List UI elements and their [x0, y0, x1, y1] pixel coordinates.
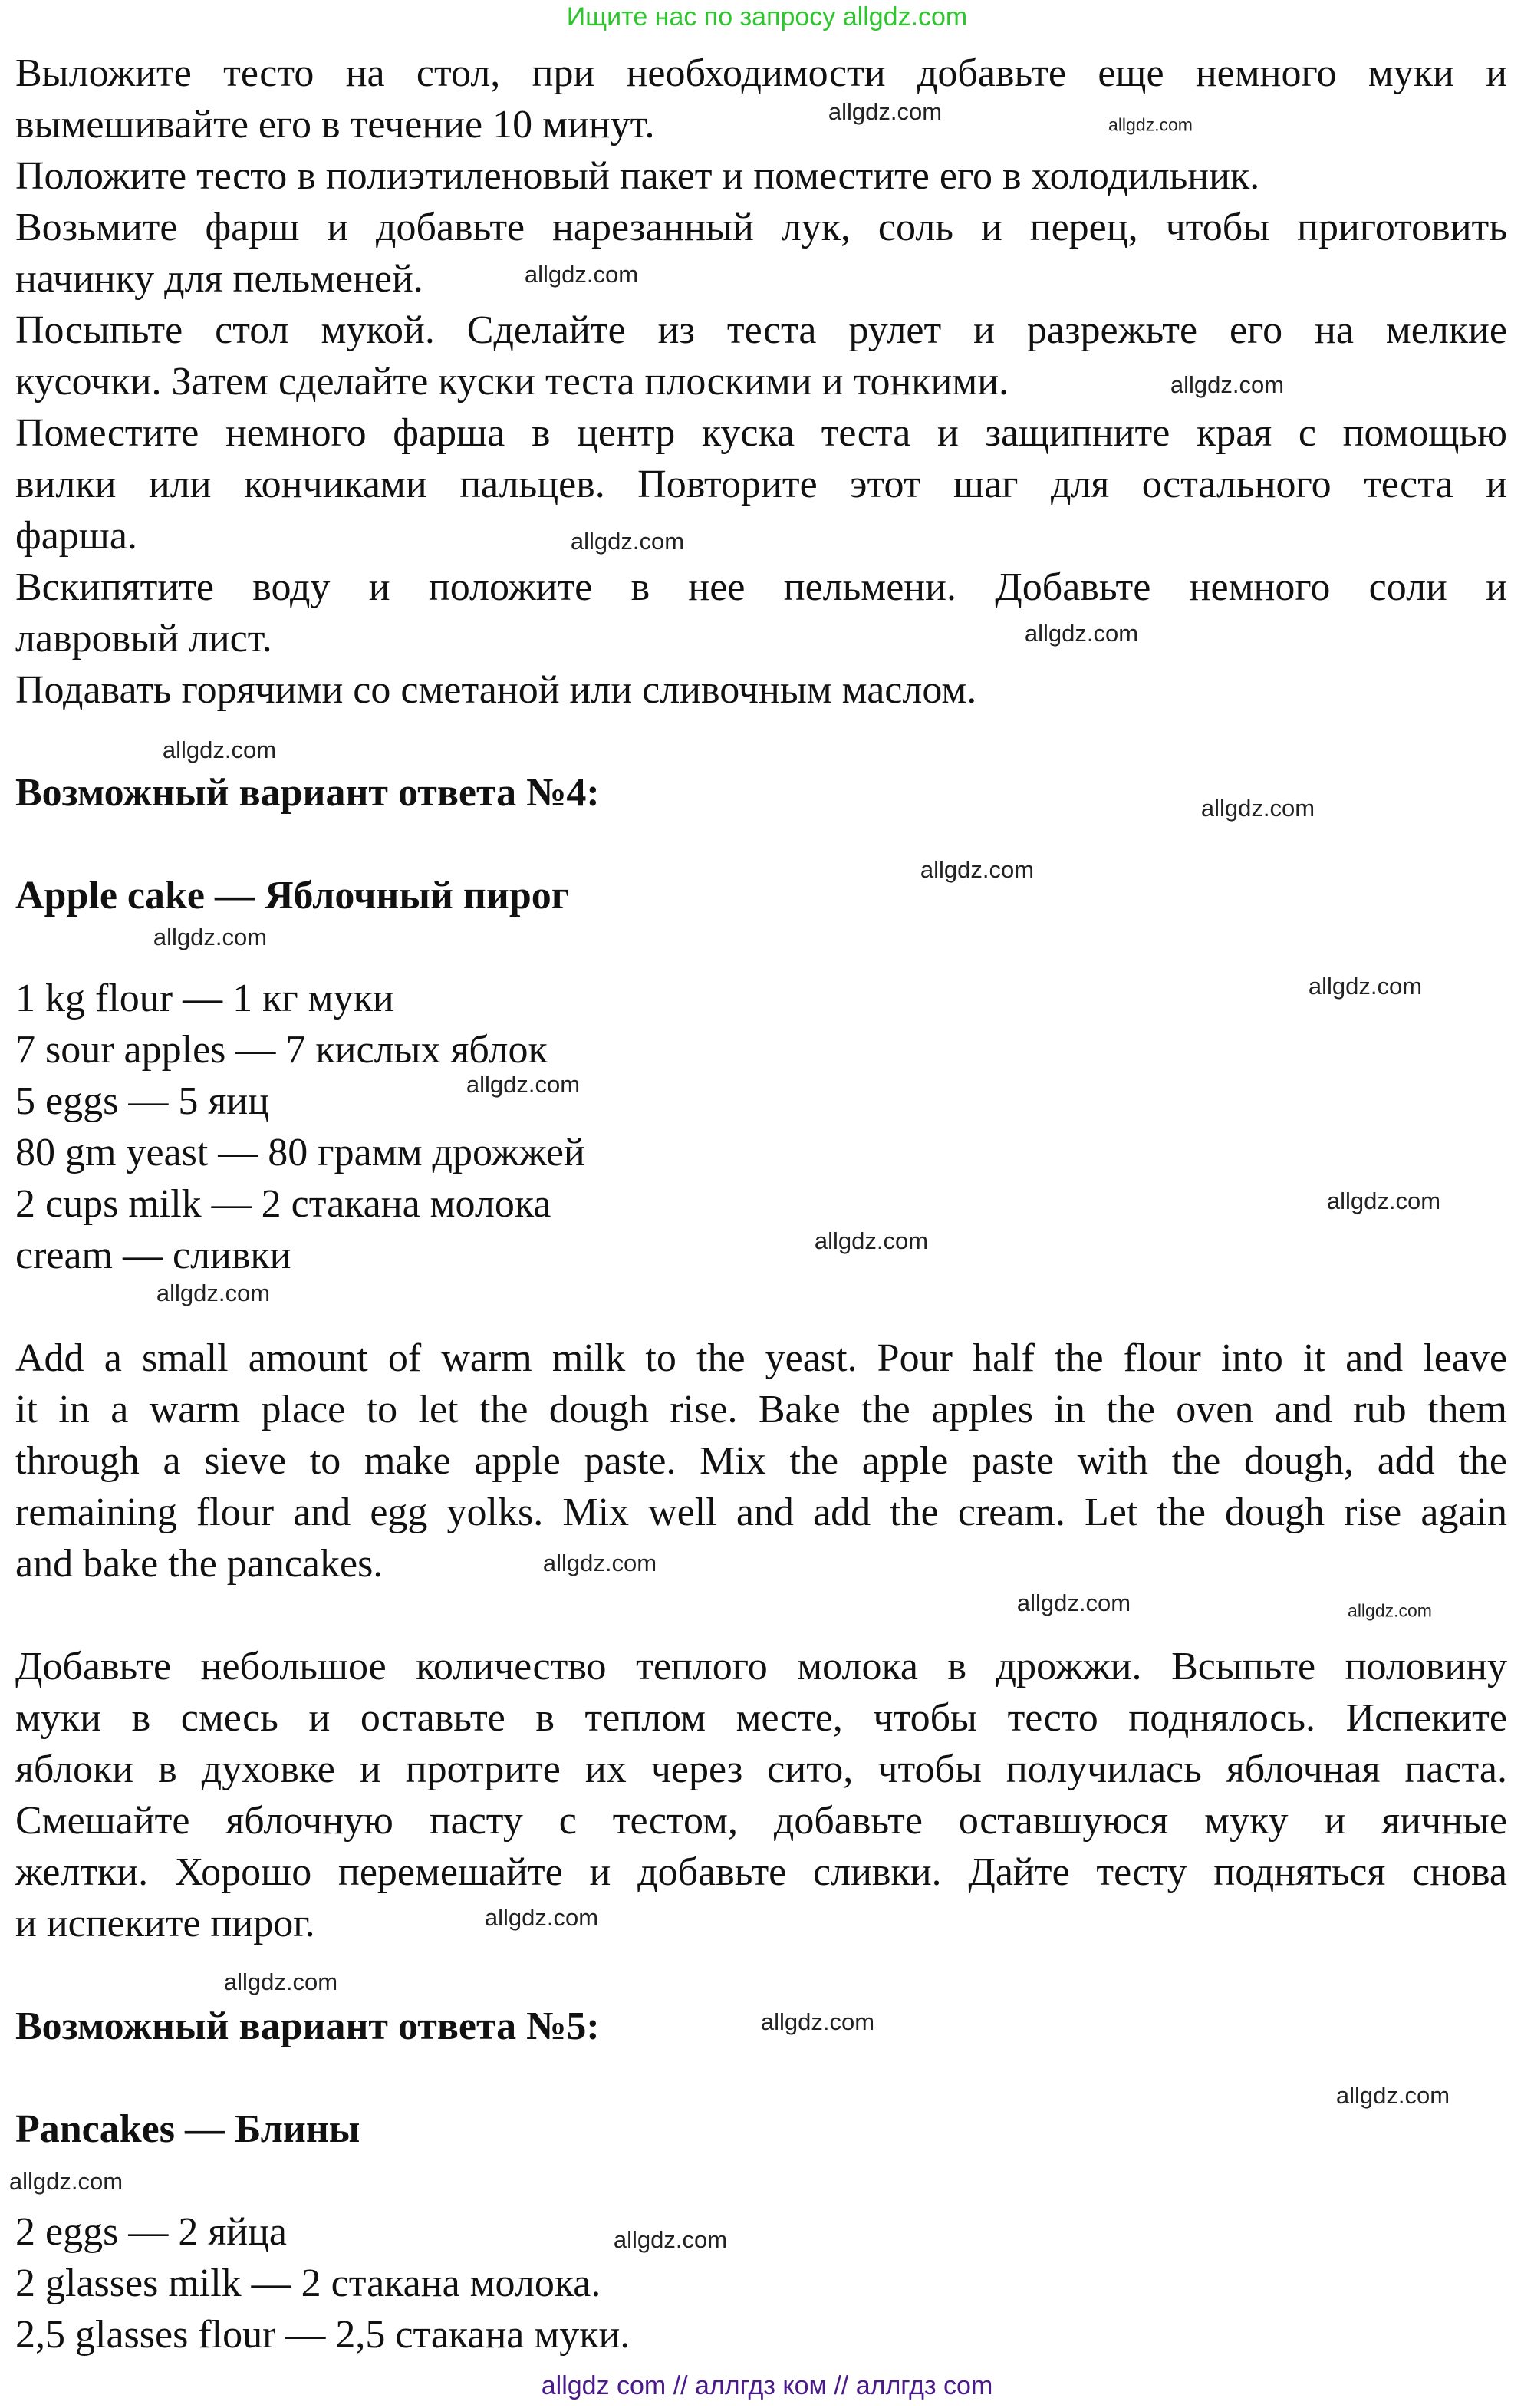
watermark-text: allgdz.com	[1170, 371, 1285, 398]
text-line: Вскипятите воду и положите в нее пельмени. Добавьте немного соли и	[15, 565, 1507, 609]
text-line: Подавать горячими со сметаной или сливочным маслом.	[15, 668, 977, 712]
section-heading	[15, 870, 1507, 921]
blank-line	[15, 1589, 1507, 1641]
text-line: начинку для пельменей.	[15, 257, 423, 301]
watermark-text: allgdz.com	[1024, 620, 1139, 647]
watermark-text: allgdz.com	[542, 1550, 657, 1576]
text-line: remaining flour and egg yolks. Mix well and add the cream. Let the dough rise again	[15, 1491, 1507, 1534]
text-line: и испеките пирог.	[15, 1902, 315, 1945]
text-line: 2 eggs — 2 яйца	[15, 2210, 287, 2254]
text-line: 80 gm yeast — 80 грамм дрожжей	[15, 1131, 585, 1174]
text-line: Поместите немного фарша в центр куска теста и защипните края с помощью	[15, 411, 1507, 455]
text-line: Добавьте небольшое количество теплого молока в дрожжи. Всыпьте половину	[15, 1645, 1507, 1688]
blank-line	[15, 819, 1507, 870]
text-line: it in a warm place to let the dough rise. Bake the apples in the oven and rub them	[15, 1388, 1507, 1431]
text-line: Выложите тесто на стол, при необходимости добавьте еще немного муки и	[15, 51, 1507, 95]
watermark-text: allgdz.com	[1200, 795, 1315, 822]
paragraph	[15, 2309, 1507, 2360]
watermark-text: allgdz.com	[466, 1071, 581, 1098]
text-line: вымешивайте его в течение 10 минут.	[15, 103, 655, 147]
paragraph	[15, 2258, 1507, 2309]
watermark-text: allgdz.com	[156, 1280, 271, 1306]
paragraph	[15, 202, 1507, 305]
text-line: желтки. Хорошо перемешайте и добавьте сливки. Дайте тесту подняться снова	[15, 1850, 1507, 1894]
text-line: 5 eggs — 5 яиц	[15, 1079, 269, 1123]
text-line: 2 cups milk — 2 стакана молока	[15, 1182, 551, 1226]
text-line: яблоки в духовке и протрите их через сито, чтобы получилась яблочная паста.	[15, 1748, 1507, 1791]
watermark-text: allgdz.com	[162, 736, 277, 763]
paragraph	[15, 1076, 1507, 1127]
paragraph	[15, 1641, 1507, 1949]
text-line: Add a small amount of warm milk to the yeast. Pour half the flour into it and leave	[15, 1336, 1507, 1380]
text-line: Смешайте яблочную пасту с тестом, добавьте оставшуюся муку и яичные	[15, 1799, 1507, 1843]
paragraph	[15, 1024, 1507, 1076]
watermark-text: allgdz.com	[828, 98, 943, 125]
bottom-banner: allgdz com // аллгдз ком // аллгдз com	[541, 2371, 993, 2400]
watermark-text: allgdz.com	[1335, 2082, 1450, 2109]
text-line: фарша.	[15, 514, 137, 558]
text-line: лавровый лист.	[15, 617, 272, 660]
text-line: 2 glasses milk — 2 стакана молока.	[15, 2261, 601, 2305]
text-line: Посыпьте стол мукой. Сделайте из теста рулет и разрежьте его на мелкие	[15, 308, 1507, 352]
watermark-text: allgdz.com	[484, 1904, 599, 1931]
paragraph	[15, 562, 1507, 664]
watermark-text: allgdz.com	[524, 261, 639, 288]
watermark-text: allgdz.com	[760, 2008, 875, 2035]
text-line: вилки или кончиками пальцев. Повторите этот шаг для остального теста и	[15, 463, 1507, 506]
paragraph	[15, 48, 1507, 150]
watermark-text: allgdz.com	[570, 528, 685, 555]
text-line: through a sieve to make apple paste. Mix the apple paste with the dough, add the	[15, 1439, 1507, 1483]
text-line: Возможный вариант ответа №5:	[15, 2004, 600, 2048]
paragraph	[15, 407, 1507, 562]
watermark-text: allgdz.com	[8, 2168, 123, 2195]
watermark-text: allgdz.com	[814, 1227, 929, 1254]
paragraph	[15, 2206, 1507, 2258]
watermark-text: allgdz.com	[153, 924, 268, 950]
text-line: 7 sour apples — 7 кислых яблок	[15, 1028, 548, 1072]
watermark-text: allgdz.com	[920, 856, 1035, 883]
watermark-text: allgdz.com	[223, 1968, 338, 1995]
blank-line	[15, 2052, 1507, 2103]
paragraph	[15, 1230, 1507, 1281]
paragraph	[15, 973, 1507, 1024]
paragraph	[15, 150, 1507, 202]
text-line: and bake the pancakes.	[15, 1542, 384, 1586]
text-line: cream — сливки	[15, 1234, 291, 1277]
watermark-text: allgdz.com	[1016, 1589, 1131, 1616]
watermark-text: allgdz.com	[1326, 1188, 1441, 1214]
text-line: Положите тесто в полиэтиленовый пакет и поместите его в холодильник.	[15, 154, 1260, 198]
text-line: 2,5 glasses flour — 2,5 стакана муки.	[15, 2313, 630, 2357]
paragraph	[15, 1127, 1507, 1178]
text-line: Apple cake — Яблочный пирог	[15, 874, 570, 917]
text-line: Возможный вариант ответа №4:	[15, 771, 600, 815]
text-line: Возьмите фарш и добавьте нарезанный лук, соль и перец, чтобы приготовить	[15, 206, 1507, 249]
text-line: кусочки. Затем сделайте куски теста плоскими и тонкими.	[15, 360, 1009, 404]
top-banner: Ищите нас по запросу allgdz.com	[566, 2, 968, 31]
paragraph	[15, 1332, 1507, 1589]
paragraph	[15, 664, 1507, 716]
paragraph	[15, 1178, 1507, 1230]
watermark-text: allgdz.com	[1108, 114, 1193, 135]
watermark-text: allgdz.com	[1348, 1600, 1432, 1621]
text-line: муки в смесь и оставьте в теплом месте, чтобы тесто поднялось. Испеките	[15, 1696, 1507, 1740]
text-line: 1 kg flour — 1 кг муки	[15, 977, 394, 1020]
text-line: Pancakes — Блины	[15, 2107, 360, 2151]
watermark-text: allgdz.com	[613, 2226, 728, 2253]
blank-line	[15, 2155, 1507, 2206]
watermark-text: allgdz.com	[1308, 973, 1423, 1000]
section-heading	[15, 2103, 1507, 2155]
